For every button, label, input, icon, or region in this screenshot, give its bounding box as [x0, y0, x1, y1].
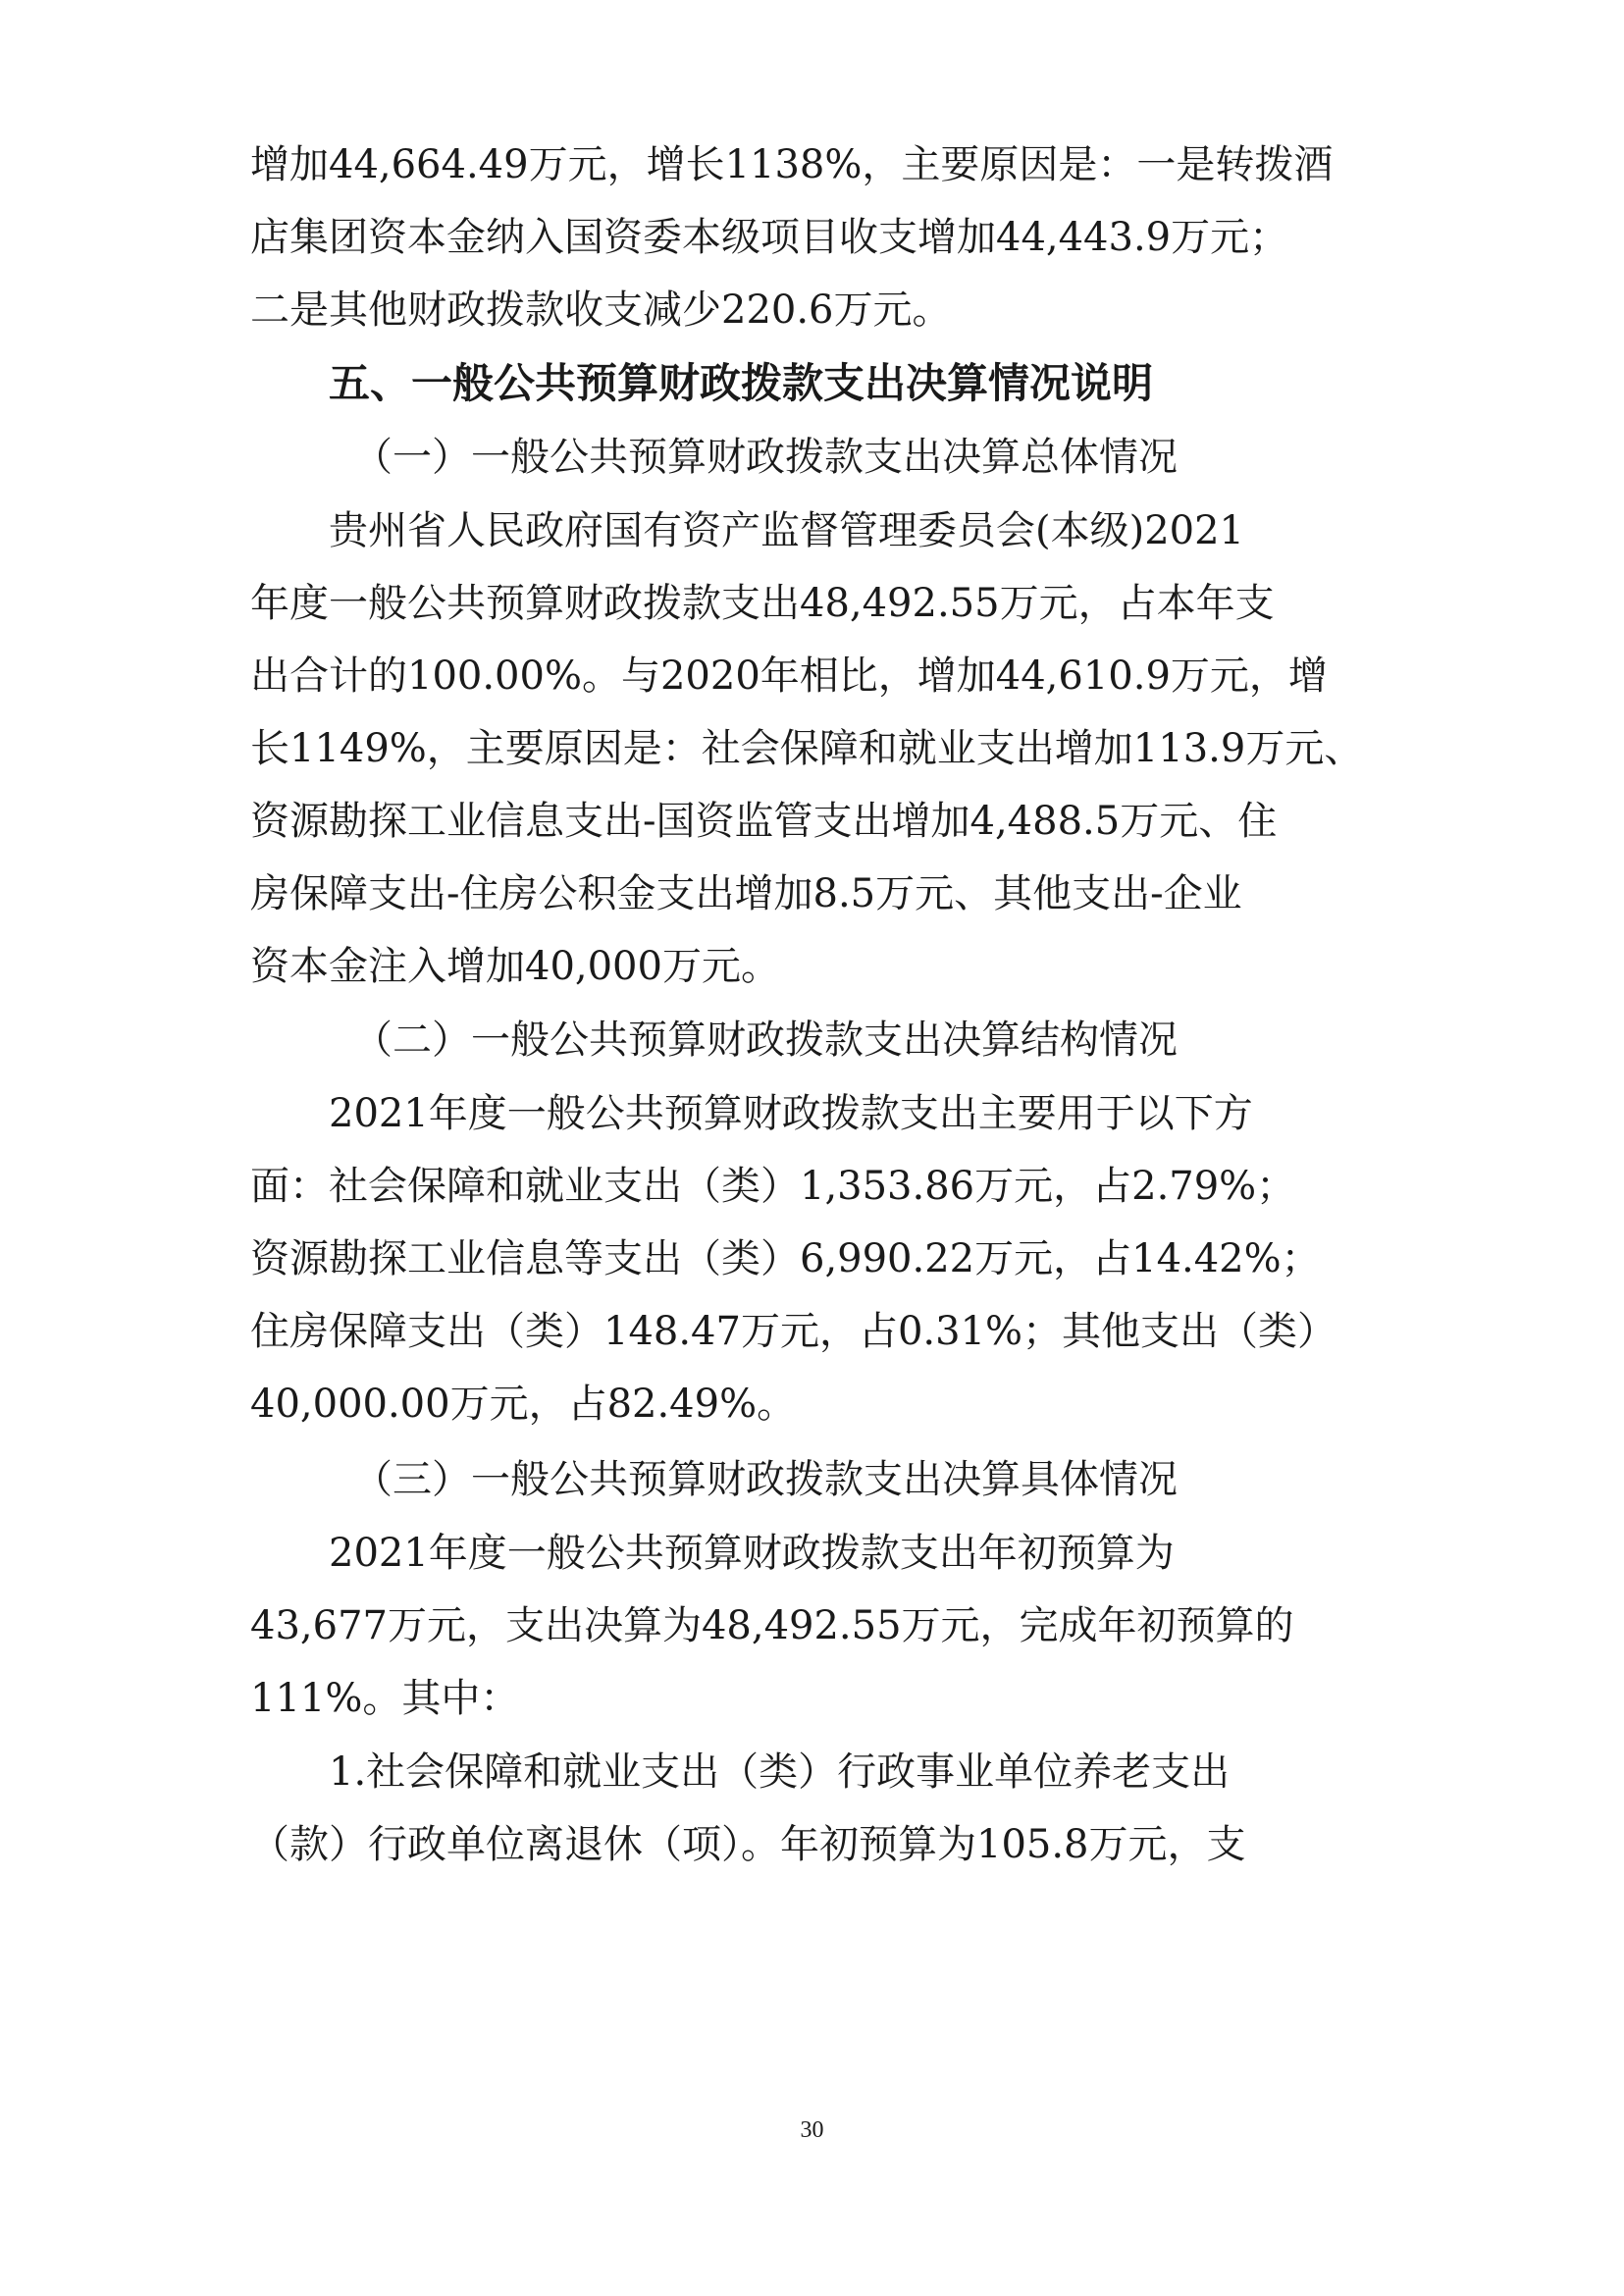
section-heading: 五、一般公共预算财政拨款支出决算情况说明: [329, 359, 1154, 407]
paragraph-line: 43,677万元，支出决算为48,492.55万元，完成年初预算的: [250, 1603, 1294, 1648]
paragraph-line: 贵州省人民政府国有资产监督管理委员会(本级)2021: [329, 508, 1245, 553]
paragraph-line: （款）行政单位离退休（项）。年初预算为105.8万元，支: [250, 1822, 1246, 1867]
paragraph-line: 住房保障支出（类）148.47万元，占0.31%；其他支出（类）: [250, 1309, 1337, 1354]
paragraph-line: 二是其他财政拨款收支减少220.6万元。: [250, 287, 952, 333]
paragraph-line: 资源勘探工业信息等支出（类）6,990.22万元，占14.42%；: [250, 1236, 1321, 1281]
paragraph-line: 1.社会保障和就业支出（类）行政事业单位养老支出: [329, 1749, 1231, 1795]
subsection-heading: （一）一般公共预算财政拨款支出决算总体情况: [353, 435, 1178, 480]
paragraph-line: 增加44,664.49万元，增长1138%，主要原因是：一是转拨酒: [250, 142, 1334, 187]
paragraph-line: 房保障支出-住房公积金支出增加8.5万元、其他支出-企业: [250, 871, 1242, 916]
paragraph-line: 2021年度一般公共预算财政拨款支出主要用于以下方: [329, 1091, 1253, 1136]
paragraph-line: 40,000.00万元，占82.49%。: [250, 1382, 797, 1427]
subsection-heading: （三）一般公共预算财政拨款支出决算具体情况: [353, 1457, 1178, 1502]
subsection-heading: （二）一般公共预算财政拨款支出决算结构情况: [353, 1018, 1178, 1063]
paragraph-line: 店集团资本金纳入国资委本级项目收支增加44,443.9万元；: [250, 215, 1289, 260]
paragraph-line: 面：社会保障和就业支出（类）1,353.86万元，占2.79%；: [250, 1164, 1296, 1209]
paragraph-line: 资源勘探工业信息支出-国资监管支出增加4,488.5万元、住: [250, 799, 1278, 844]
paragraph-line: 出合计的100.00%。与2020年相比，增加44,610.9万元，增: [250, 653, 1328, 699]
paragraph-line: 111%。其中：: [250, 1676, 520, 1721]
page-number: 30: [800, 2117, 824, 2143]
paragraph-line: 资本金注入增加40,000万元。: [250, 944, 780, 989]
paragraph-line: 2021年度一般公共预算财政拨款支出年初预算为: [329, 1531, 1175, 1576]
paragraph-line: 长1149%，主要原因是：社会保障和就业支出增加113.9万元、: [250, 726, 1364, 771]
paragraph-line: 年度一般公共预算财政拨款支出48,492.55万元，占本年支: [250, 581, 1275, 626]
